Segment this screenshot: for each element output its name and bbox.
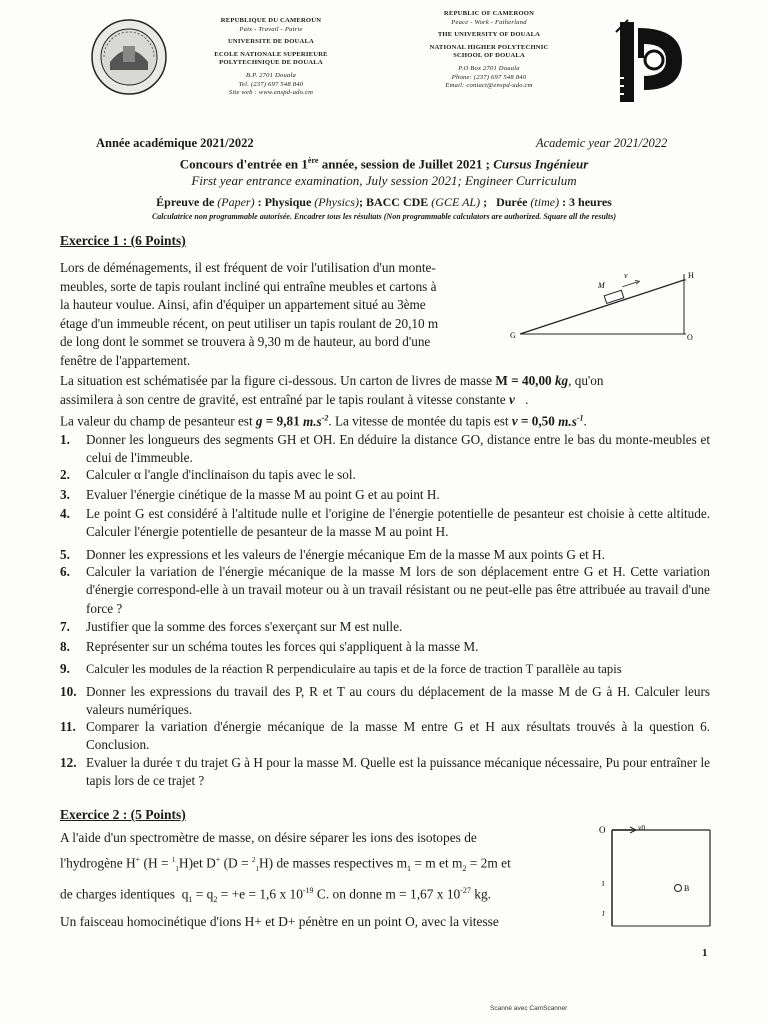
question-text: Comparer la variation d'énergie mécanique de la masse M entre G et H aux résultats trouvés à la question 6. Conclusion. xyxy=(86,719,710,753)
question-number: 2. xyxy=(60,467,70,482)
figure-label-j: J xyxy=(602,910,605,918)
situation-line: La situation est schématisée par la figure ci-dessous. Un carton de livres de masse M = 40,00 kg, qu'on xyxy=(60,373,604,388)
question-text: Evaluer l'énergie cinétique de la masse M au point G et au point H. xyxy=(86,487,440,502)
situation-line: assimilera à son centre de gravité, est entraîné par le tapis roulant à vitesse constante v⃗. xyxy=(60,391,529,407)
question-1 xyxy=(60,431,710,468)
intro-line: meubles, sorte de tapis roulant incliné qui entraîne meubles et cartons à xyxy=(60,278,437,294)
intro-line: de long dont le sommet se trouvera à 9,30 m de hauteur, au bord d'une xyxy=(60,334,431,350)
header-line: REPUBLIQUE DU CAMEROUN xyxy=(220,17,322,24)
question-text: Représenter sur un schéma toutes les forces qui s'appliquent à la masse M. xyxy=(86,639,479,654)
header-line: Paix - Travail - Patrie xyxy=(239,25,303,33)
question-7 xyxy=(60,618,710,636)
exam-title-en: First year entrance examination, July session 2021; Engineer Curriculum xyxy=(191,173,577,188)
question-8 xyxy=(60,638,710,656)
ex2-line: l'hydrogène H+ (H = $^1_1$H)et D+ (D = $^2_1$H) de masses respectives $m_1 = m$ et $m_2 = 2m$ et xyxy=(60,854,511,873)
question-5 xyxy=(60,546,710,564)
question-12 xyxy=(60,754,710,791)
header-line: THE UNIVERSITY OF DOUALA xyxy=(437,31,541,39)
header-left-french xyxy=(196,17,346,98)
figure-label-m: M xyxy=(598,281,605,290)
header-line: Site web : www.enspd-udo.cm xyxy=(228,89,314,97)
exercise-1-situation xyxy=(60,372,710,431)
header-line: ECOLE NATIONALE SUPERIEURE xyxy=(214,50,328,58)
exercise-2-title: Exercice 2 : (5 Points) xyxy=(60,807,186,822)
question-text: Calculer la variation de l'énergie mécanique de la masse M lors de son déplacement entre G et H. Cette variation d'énergie correspond-elle à un travail moteur ou à un travail résistant ou ne peut-elle pas être attribuée au travail d'une force ? xyxy=(86,564,710,616)
question-number: 1. xyxy=(60,432,70,447)
question-number: 5. xyxy=(60,547,70,562)
header-line: B.P. 2701 Douala xyxy=(246,71,296,79)
question-number: 12. xyxy=(60,755,77,770)
question-text: Donner les longueurs des segments GH et OH. En déduire la distance GO, distance entre le bas du monte-meubles et celui de l'immeuble. xyxy=(86,432,710,466)
question-3 xyxy=(60,486,710,504)
question-number: 7. xyxy=(60,619,70,634)
header-line: SCHOOL OF DOUALA xyxy=(453,52,525,60)
paper-line: Épreuve de (Paper) : Physique (Physics); BACC CDE (GCE AL) ; Durée (time) : 3 heures xyxy=(156,195,612,209)
question-9 xyxy=(60,660,710,678)
figure-label-g: G xyxy=(510,331,516,340)
exercise-1-title: Exercice 1 : (6 Points) xyxy=(60,233,186,248)
header-right-english xyxy=(414,10,564,91)
question-number: 10. xyxy=(60,684,77,699)
figure-label-h: H xyxy=(688,271,694,280)
exercise-2-text xyxy=(60,827,560,932)
ex2-line: A l'aide d'un spectromètre de masse, on désire séparer les ions des isotopes de xyxy=(60,830,477,845)
enspd-logo xyxy=(614,18,686,106)
intro-line: la hauteur voulue. Ainsi, afin d'équiper un appartement situé au 3ème xyxy=(60,297,426,313)
calculator-note: Calculatrice non programmable autorisée. Encadrer tous les résultats (Non programmable calculators are authorized. Square all the results) xyxy=(151,212,617,221)
question-2 xyxy=(60,466,710,484)
conveyor-figure xyxy=(506,262,706,346)
figure-label-i: I xyxy=(602,880,605,888)
figure-label-v0: v0 xyxy=(638,824,645,832)
question-4 xyxy=(60,505,710,542)
header-line: REPUBLIC OF CAMEROON xyxy=(443,10,535,17)
situation-line: La valeur du champ de pesanteur est g = 9,81 $m.s^{-2}$. La vitesse de montée du tapis est v = 0,50 $m.s^{-1}$. xyxy=(60,413,587,429)
question-text: Donner les expressions et les valeurs de l'énergie mécanique Em de la masse M aux points G et H. xyxy=(86,547,605,562)
scanner-watermark: Scanné avec CamScanner xyxy=(490,1005,568,1012)
question-number: 8. xyxy=(60,639,70,654)
academic-year-fr: Année académique 2021/2022 xyxy=(96,136,254,150)
header-line: Peace - Work - Fatherland xyxy=(451,18,527,26)
question-10 xyxy=(60,683,710,720)
question-number: 4. xyxy=(60,506,70,521)
intro-line: Lors de déménagements, il est fréquent de voir l'utilisation d'un monte- xyxy=(60,260,436,275)
header-line: Phone: (237) 697 548 840 xyxy=(451,73,527,81)
intro-line: fenêtre de l'appartement. xyxy=(60,352,191,368)
exercise-1-intro xyxy=(60,259,500,371)
exam-title-fr: Concours d'entrée en 1ère année, session de Juillet 2021 ; Cursus Ingénieur xyxy=(179,156,589,172)
question-number: 6. xyxy=(60,564,70,579)
page-number: 1 xyxy=(702,947,708,959)
question-6 xyxy=(60,563,710,618)
academic-year-en: Academic year 2021/2022 xyxy=(536,136,668,150)
question-text: Calculer les modules de la réaction R perpendiculaire au tapis et de la force de traction T parallèle au tapis xyxy=(86,662,622,676)
question-text: Justifier que la somme des forces s'exerçant sur M est nulle. xyxy=(86,619,403,634)
figure-label-b: B xyxy=(684,884,690,893)
header-line: POLYTECHNIQUE DE DOUALA xyxy=(219,59,323,67)
question-number: 9. xyxy=(60,661,70,676)
header-line: P.O Box 2701 Douala xyxy=(458,64,520,72)
question-number: 3. xyxy=(60,487,70,502)
figure-label-v: v xyxy=(624,271,628,280)
question-text: Evaluer la durée τ du trajet G à H pour la masse M. Quelle est la puissance mécanique nécessaire, Pu pour entraîner le tapis lors de ce trajet ? xyxy=(86,755,710,789)
figure-label-o: O xyxy=(687,333,693,342)
header-line: UNIVERSITE DE DOUALA xyxy=(227,38,315,46)
header-line: Email: contact@enspd-udo.cm xyxy=(445,82,533,90)
university-douala-seal-logo xyxy=(90,18,168,96)
ex2-line: Un faisceau homocinétique d'ions H+ et D+ pénètre en un point O, avec la vitesse xyxy=(60,913,499,929)
question-text: Calculer α l'angle d'inclinaison du tapis avec le sol. xyxy=(86,467,356,482)
question-text: Le point G est considéré à l'altitude nulle et l'origine de l'énergie potentielle de pesanteur est choisie à cette altitude. Calculer l'énergie potentielle de pesanteur de la masse M au point H. xyxy=(86,506,710,540)
header-line: NATIONAL HIGHER POLYTECHNIC xyxy=(429,43,549,51)
intro-line: étage d'un immeuble récent, on peut utiliser un tapis roulant de 20,10 m xyxy=(60,315,439,331)
spectrometer-figure xyxy=(592,818,716,930)
question-text: Donner les expressions du travail des P, R et T au cours du déplacement de la masse M de G à H. Calculer leurs valeurs numériques. xyxy=(86,684,710,718)
question-number: 11. xyxy=(60,719,76,734)
question-11 xyxy=(60,718,710,755)
figure-label-o: O xyxy=(599,825,606,835)
header-line: Tel. (237) 697 548 840 xyxy=(238,80,304,88)
ex2-line: de charges identiques $q_1 = q_2 = +e = 1,6$ x $10^{-19}$ C. on donne m = 1,67 x $10^{-27}$ kg. xyxy=(60,886,491,905)
